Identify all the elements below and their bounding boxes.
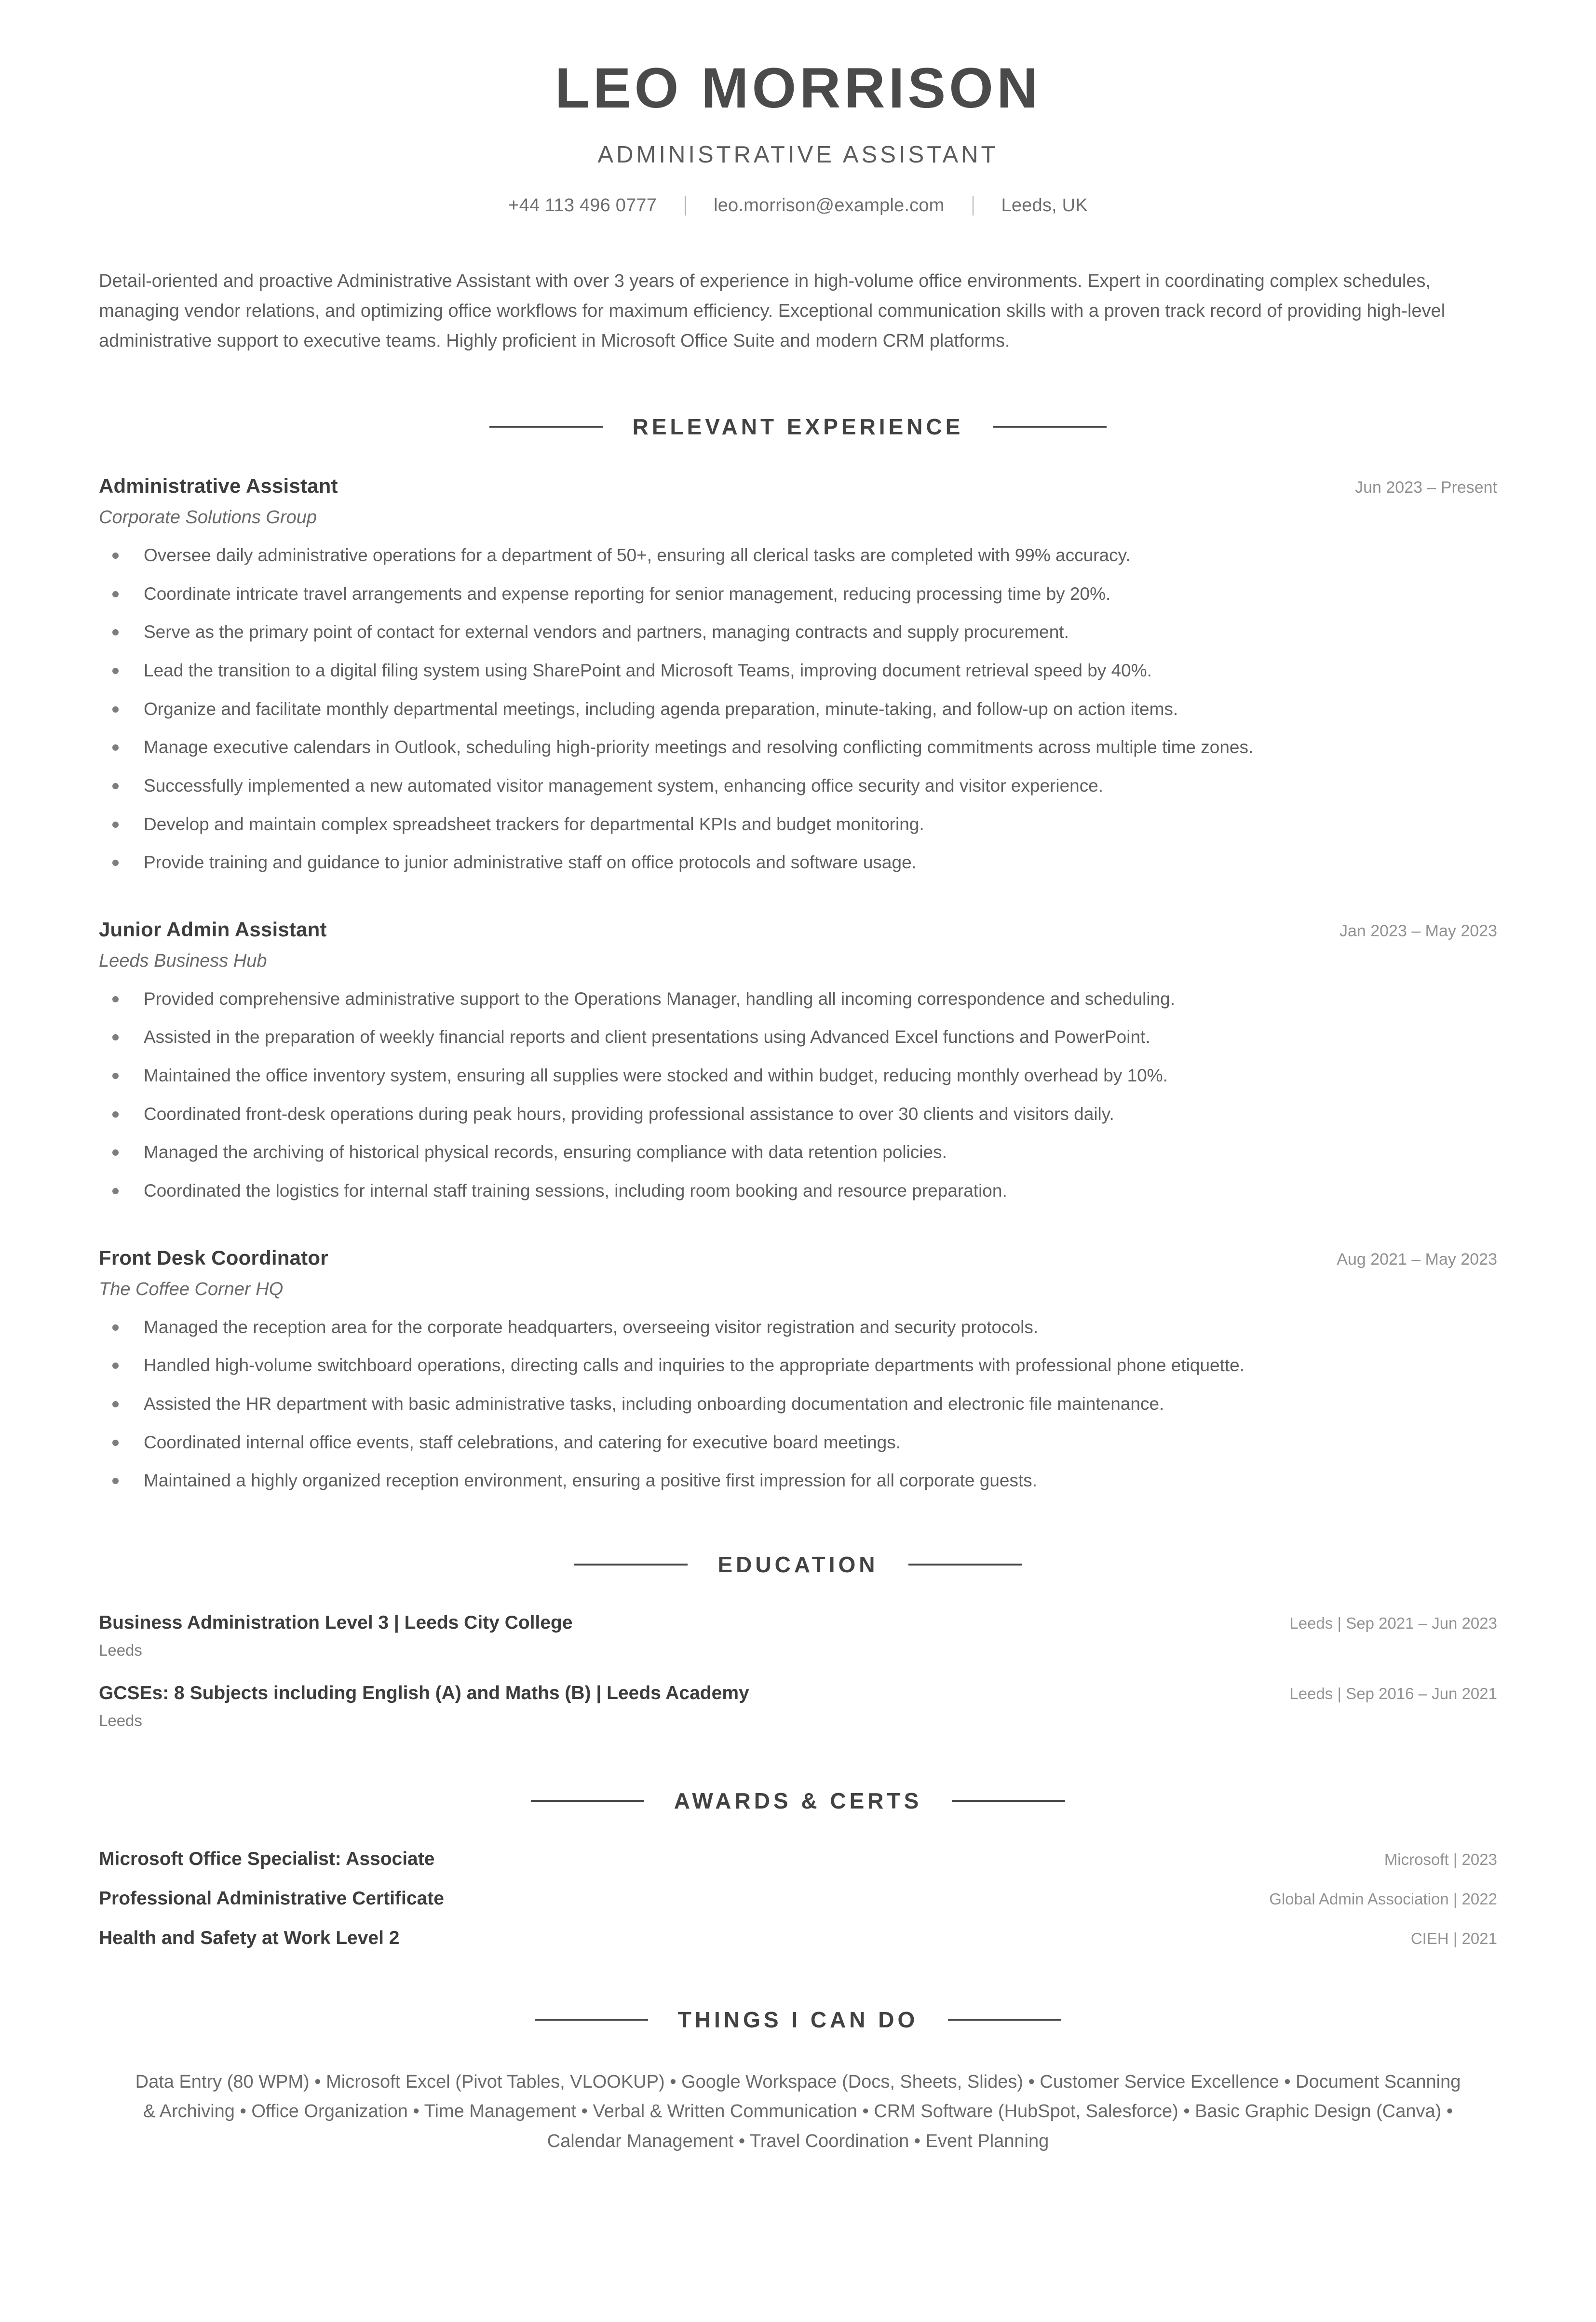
award-entry-header bbox=[99, 1928, 1497, 1949]
experience-dates: Aug 2021 – May 2023 bbox=[1337, 1250, 1497, 1269]
award-meta: Global Admin Association | 2022 bbox=[1269, 1890, 1497, 1908]
spacer bbox=[99, 1216, 1497, 1246]
experience-bullet: Oversee daily administrative operations for a department of 50+, ensuring all clerical tasks are completed with 99% accuracy. bbox=[99, 542, 1497, 568]
contact-line bbox=[99, 195, 1497, 216]
section-header-awards bbox=[99, 1788, 1497, 1814]
experience-bullet: Managed the archiving of historical physical records, ensuring compliance with data retention policies. bbox=[99, 1139, 1497, 1165]
contact-email: leo.morrison@example.com bbox=[714, 195, 945, 216]
resume-header bbox=[99, 58, 1497, 216]
experience-bullet: Managed the reception area for the corporate headquarters, overseeing visitor registration and security protocols. bbox=[99, 1314, 1497, 1340]
professional-summary: Detail-oriented and proactive Administrative Assistant with over 3 years of experience in high-volume office environments. Expert in coordinating complex schedules, managing vendor relations, and optimizing office workflows for maximum efficiency. Exceptional communication skills with a proven track record of providing high-level administrative support to executive teams. Highly proficient in Microsoft Office Suite and modern CRM platforms. bbox=[99, 271, 1446, 351]
section-title-education: EDUCATION bbox=[717, 1552, 879, 1577]
experience-bullets bbox=[99, 1314, 1497, 1494]
award-meta: CIEH | 2021 bbox=[1410, 1929, 1497, 1947]
divider-rule-right bbox=[908, 1564, 1022, 1566]
experience-bullets bbox=[99, 542, 1497, 876]
experience-bullet: Coordinated front-desk operations during peak hours, providing professional assistance to over 30 clients and visitors daily. bbox=[99, 1101, 1497, 1127]
experience-role: Front Desk Coordinator bbox=[99, 1246, 328, 1269]
section-header-skills bbox=[99, 2007, 1497, 2033]
divider-rule-left bbox=[574, 1564, 688, 1566]
experience-bullet: Handled high-volume switchboard operations, directing calls and inquiries to the appropriate departments with professional phone etiquette. bbox=[99, 1352, 1497, 1378]
contact-separator-icon bbox=[685, 196, 686, 216]
award-entry-header bbox=[99, 1888, 1497, 1909]
candidate-name: LEO MORRISON bbox=[555, 56, 1041, 120]
award-title: Microsoft Office Specialist: Associate bbox=[99, 1848, 435, 1869]
contact-separator-icon bbox=[973, 196, 974, 216]
education-meta: Leeds | Sep 2021 – Jun 2023 bbox=[1289, 1614, 1497, 1632]
experience-company: Corporate Solutions Group bbox=[99, 507, 317, 528]
experience-bullet: Successfully implemented a new automated visitor management system, enhancing office security and visitor experience. bbox=[99, 773, 1497, 799]
section-title-experience: RELEVANT EXPERIENCE bbox=[632, 414, 964, 440]
experience-entry-header bbox=[99, 474, 1497, 498]
award-entry bbox=[99, 1928, 1497, 1949]
experience-bullet: Develop and maintain complex spreadsheet trackers for departmental KPIs and budget monitoring. bbox=[99, 811, 1497, 837]
contact-location: Leeds, UK bbox=[1001, 195, 1088, 216]
experience-company: The Coffee Corner HQ bbox=[99, 1279, 284, 1299]
divider-rule-right bbox=[993, 426, 1107, 428]
experience-bullet: Coordinated internal office events, staff celebrations, and catering for executive board meetings. bbox=[99, 1430, 1497, 1456]
experience-bullet: Assisted in the preparation of weekly financial reports and client presentations using Advanced Excel functions and PowerPoint. bbox=[99, 1024, 1497, 1050]
education-list bbox=[99, 1612, 1497, 1730]
education-entry-header bbox=[99, 1683, 1497, 1704]
divider-rule-right bbox=[952, 1800, 1065, 1802]
experience-role: Administrative Assistant bbox=[99, 474, 338, 498]
section-title-awards: AWARDS & CERTS bbox=[674, 1788, 922, 1813]
award-title: Professional Administrative Certificate bbox=[99, 1888, 444, 1909]
award-entry-header bbox=[99, 1849, 1497, 1870]
experience-bullet: Provided comprehensive administrative support to the Operations Manager, handling all incoming correspondence and scheduling. bbox=[99, 986, 1497, 1012]
experience-list bbox=[99, 474, 1497, 1494]
spacer bbox=[99, 888, 1497, 918]
experience-entry bbox=[99, 1246, 1497, 1494]
awards-list bbox=[99, 1849, 1497, 1949]
experience-bullet: Maintained a highly organized reception environment, ensuring a positive first impression for all corporate guests. bbox=[99, 1468, 1497, 1494]
divider-rule-right bbox=[948, 2019, 1061, 2021]
candidate-job-title: ADMINISTRATIVE ASSISTANT bbox=[597, 142, 999, 168]
section-title-skills: THINGS I CAN DO bbox=[677, 2007, 919, 2032]
experience-entry-header bbox=[99, 1246, 1497, 1269]
experience-entry bbox=[99, 474, 1497, 876]
experience-bullet: Serve as the primary point of contact for external vendors and partners, managing contracts and supply procurement. bbox=[99, 619, 1497, 645]
experience-bullet: Coordinate intricate travel arrangements and expense reporting for senior management, reducing processing time by 20%. bbox=[99, 581, 1497, 607]
experience-bullet: Lead the transition to a digital filing system using SharePoint and Microsoft Teams, improving document retrieval speed by 40%. bbox=[99, 658, 1497, 684]
education-meta: Leeds | Sep 2016 – Jun 2021 bbox=[1289, 1684, 1497, 1702]
experience-company: Leeds Business Hub bbox=[99, 950, 267, 971]
experience-role: Junior Admin Assistant bbox=[99, 918, 327, 941]
experience-bullet: Organize and facilitate monthly departmental meetings, including agenda preparation, minute-taking, and follow-up on action items. bbox=[99, 696, 1497, 722]
contact-phone: +44 113 496 0777 bbox=[508, 195, 657, 216]
experience-entry-header bbox=[99, 918, 1497, 941]
education-location: Leeds bbox=[99, 1641, 142, 1659]
education-entry-header bbox=[99, 1612, 1497, 1634]
section-header-experience bbox=[99, 414, 1497, 440]
education-location: Leeds bbox=[99, 1711, 142, 1729]
award-meta: Microsoft | 2023 bbox=[1384, 1850, 1497, 1868]
education-entry bbox=[99, 1612, 1497, 1660]
experience-entry bbox=[99, 918, 1497, 1204]
education-title: GCSEs: 8 Subjects including English (A) and Maths (B) | Leeds Academy bbox=[99, 1682, 749, 1703]
skills-list: Data Entry (80 WPM) • Microsoft Excel (Pivot Tables, VLOOKUP) • Google Workspace (Docs, Sheets, Slides) • Customer Service Excellence • Document Scanning & Archiving • Office Organization • Time Management • Verbal & Written Communication • CRM Software (HubSpot, Salesforce) • Basic Graphic Design (Canva) • Calendar Management • Travel Coordination • Event Planning bbox=[135, 2071, 1461, 2151]
experience-dates: Jun 2023 – Present bbox=[1355, 478, 1497, 497]
section-header-education bbox=[99, 1552, 1497, 1578]
experience-dates: Jan 2023 – May 2023 bbox=[1339, 921, 1497, 940]
divider-rule-left bbox=[531, 1800, 644, 1802]
experience-bullet: Coordinated the logistics for internal staff training sessions, including room booking and resource preparation. bbox=[99, 1178, 1497, 1204]
award-entry bbox=[99, 1849, 1497, 1870]
award-title: Health and Safety at Work Level 2 bbox=[99, 1927, 400, 1948]
education-title: Business Administration Level 3 | Leeds City College bbox=[99, 1612, 573, 1633]
experience-bullet: Assisted the HR department with basic administrative tasks, including onboarding documentation and electronic file maintenance. bbox=[99, 1391, 1497, 1417]
award-entry bbox=[99, 1888, 1497, 1909]
experience-bullet: Provide training and guidance to junior administrative staff on office protocols and software usage. bbox=[99, 850, 1497, 876]
education-entry bbox=[99, 1683, 1497, 1730]
experience-bullet: Manage executive calendars in Outlook, scheduling high-priority meetings and resolving conflicting commitments across multiple time zones. bbox=[99, 734, 1497, 760]
divider-rule-left bbox=[489, 426, 603, 428]
experience-bullets bbox=[99, 986, 1497, 1204]
divider-rule-left bbox=[535, 2019, 648, 2021]
experience-bullet: Maintained the office inventory system, ensuring all supplies were stocked and within budget, reducing monthly overhead by 10%. bbox=[99, 1063, 1497, 1089]
